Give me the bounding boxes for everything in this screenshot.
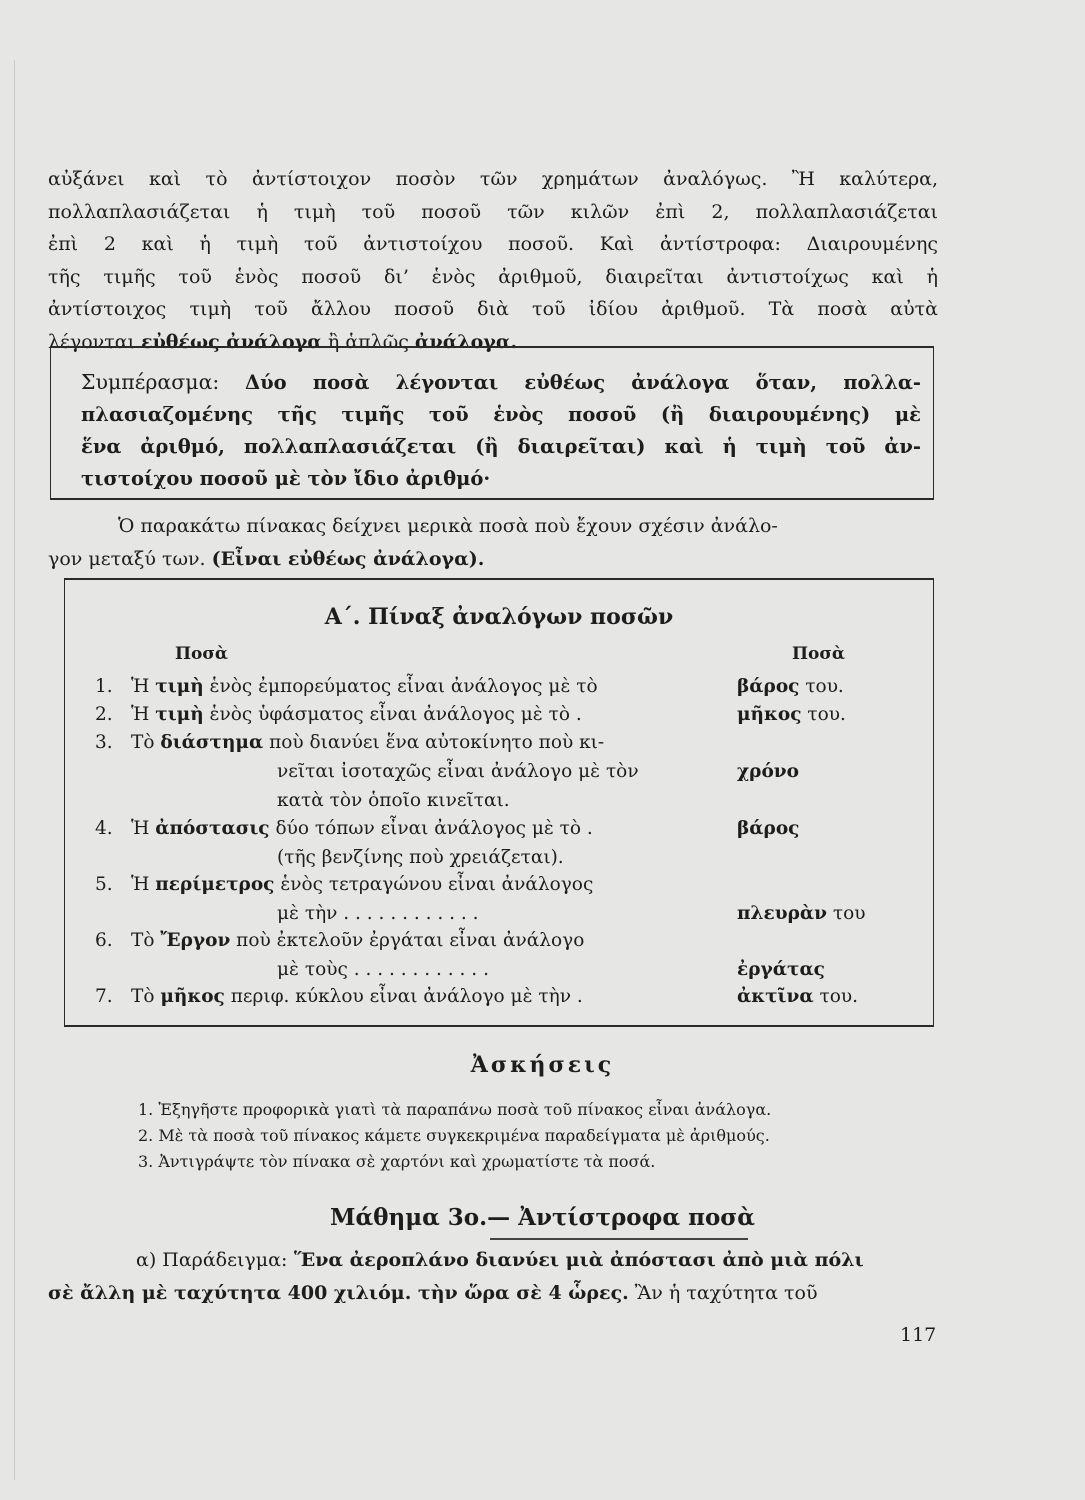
table-intro-line — [48, 543, 940, 576]
exercises-heading: Ἀσκήσεις — [470, 1052, 615, 1078]
row-text: περιφ. κύκλου εἶναι ἀνάλογο μὲ τὴν . — [224, 986, 583, 1007]
conclusion-line: τιστοίχου ποσοῦ μὲ τὸν ἴδιο ἀριθμό· — [81, 467, 491, 490]
intro-line: τῆς τιμῆς τοῦ ἑνὸς ποσοῦ δι’ ἑνὸς ἀριθμοῦ, διαιρεῖται ἀντιστοίχως καὶ ἡ — [48, 265, 938, 288]
row-text: ἑνὸς ὑφάσματος εἶναι ἀνάλογος μὲ τὸ . — [203, 704, 582, 725]
row-bold: τιμὴ — [155, 704, 204, 725]
row-text: ἑνὸς ἐμπορεύματος εἶναι ἀνάλογος μὲ τὸ — [203, 676, 598, 697]
conclusion-line: πλασιαζομένης τῆς τιμῆς τοῦ ἑνὸς ποσοῦ (ἢ διαιρουμένης) μὲ — [81, 403, 921, 426]
table-intro-line: Ὁ παρακάτω πίνακας δείχνει μερικὰ ποσὰ ποὺ ἔχουν σχέσιν ἀνάλο- — [118, 515, 778, 537]
row-bold: διάστημα — [160, 732, 264, 753]
row-continuation: μὲ τὴν . . . . . . . . . . . . — [277, 903, 479, 924]
row-bold: περίμετρος — [155, 874, 275, 895]
lesson-title-main: Ἀντίστροφα ποσὰ — [518, 1204, 755, 1231]
row-right-text: του. — [801, 704, 846, 725]
lesson-number: Μάθημα 3ο.— — [330, 1204, 519, 1231]
conclusion-label: Συμπέρασμα: — [81, 370, 220, 394]
table-intro — [48, 510, 940, 575]
conclusion-text: Δύο ποσὰ λέγονται εὐθέως ἀνάλογα ὅταν, πολλα- — [244, 371, 921, 394]
row-number: 7. — [95, 986, 113, 1007]
exercise-item: 3. Ἀντιγράψτε τὸν πίνακα σὲ χαρτόνι καὶ χρωματίστε τὰ ποσά. — [138, 1152, 656, 1171]
row-text: Ἡ — [131, 818, 156, 839]
row-text: Τὸ — [131, 930, 161, 951]
row-text: Ἡ — [131, 676, 156, 697]
page-number: 117 — [900, 1324, 937, 1346]
exercise-item: 2. Μὲ τὰ ποσὰ τοῦ πίνακος κάμετε συγκεκριμένα παραδείγματα μὲ ἀριθμούς. — [138, 1126, 770, 1145]
row-text: ἑνὸς τετραγώνου εἶναι ἀνάλογος — [274, 874, 594, 895]
row-right-bold: πλευρὰν — [737, 903, 827, 924]
row-right-bold: ἀκτῖνα — [737, 986, 814, 1007]
row-text: Τὸ — [131, 732, 161, 753]
table-title: Α΄. Πίναξ ἀναλόγων ποσῶν — [324, 604, 674, 630]
title-underline — [490, 1238, 748, 1240]
table-col-right-header: Ποσὰ — [792, 644, 846, 664]
row-text: Ἡ — [131, 704, 156, 725]
row-right-bold: βάρος — [737, 818, 800, 839]
intro-text: ἢ ἁπλῶς — [321, 330, 415, 353]
example-label: α) Παράδειγμα: — [136, 1249, 288, 1271]
table-row — [65, 874, 925, 934]
row-number: 2. — [95, 704, 113, 725]
table-col-left-header: Ποσὰ — [175, 644, 229, 664]
row-bold: μῆκος — [160, 986, 225, 1007]
row-number: 5. — [95, 874, 113, 895]
row-text: Τὸ — [131, 986, 161, 1007]
page-fold-line — [14, 60, 15, 1480]
row-number: 6. — [95, 930, 113, 951]
exercise-item: 1. Ἐξηγῆστε προφορικὰ γιατὶ τὰ παραπάνω ποσὰ τοῦ πίνακος εἶναι ἀνάλογα. — [138, 1100, 772, 1119]
table-row — [65, 818, 925, 878]
intro-line: αὐξάνει καὶ τὸ ἀντίστοιχον ποσὸν τῶν χρημάτων ἀναλόγως. Ἢ καλύτερα, — [48, 168, 938, 190]
example-text: Ἂν ἡ ταχύτητα τοῦ — [628, 1281, 818, 1304]
example-bold: σὲ ἄλλη μὲ ταχύτητα 400 χιλιόμ. τὴν ὥρα σὲ 4 ὧρες. — [48, 1281, 629, 1304]
row-text: ποὺ ἐκτελοῦν ἐργάται εἶναι ἀνάλογο — [230, 930, 585, 951]
example-bold: Ἕνα ἀεροπλάνο διανύει μιὰ ἀπόστασι ἀπὸ μιὰ πόλι — [287, 1249, 864, 1271]
example-line — [48, 1244, 940, 1277]
proportional-table — [64, 578, 934, 1027]
row-continuation: (τῆς βενζίνης ποὺ χρειάζεται). — [277, 847, 564, 868]
row-continuation: νεῖται ἰσοταχῶς εἶναι ἀνάλογο μὲ τὸν — [277, 761, 639, 782]
table-row — [65, 732, 925, 822]
intro-line: πολλαπλασιάζεται ἡ τιμὴ τοῦ ποσοῦ τῶν κιλῶν ἐπὶ 2, πολλαπλασιάζεται — [48, 200, 938, 223]
lesson-title — [0, 1204, 1085, 1231]
row-continuation: μὲ τοὺς . . . . . . . . . . . . — [277, 959, 489, 980]
row-number: 1. — [95, 676, 113, 697]
row-right-text: του. — [799, 676, 844, 697]
table-intro-bold: (Εἶναι εὐθέως ἀνάλογα). — [211, 547, 485, 570]
intro-line: ἀντίστοιχος τιμὴ τοῦ ἄλλου ποσοῦ διὰ τοῦ ἰδίου ἀριθμοῦ. Τὰ ποσὰ αὐτὰ — [48, 298, 938, 320]
row-number: 3. — [95, 732, 113, 753]
row-right-bold: ἐργάτας — [737, 959, 825, 980]
table-row — [65, 930, 925, 990]
row-right-bold: χρόνο — [737, 761, 799, 782]
intro-bold-term: εὐθέως ἀνάλογα — [141, 330, 322, 353]
conclusion-line: ἕνα ἀριθμό, πολλαπλασιάζεται (ἢ διαιρεῖται) καὶ ἡ τιμὴ τοῦ ἀν- — [81, 435, 921, 458]
row-text: δύο τόπων εἶναι ἀνάλογος μὲ τὸ . — [269, 818, 593, 839]
row-bold: τιμὴ — [155, 676, 204, 697]
intro-text: λέγονται — [48, 330, 142, 353]
row-continuation: κατὰ τὸν ὁποῖο κινεῖται. — [277, 790, 510, 811]
row-text: Ἡ — [131, 874, 156, 895]
row-bold: ἀπόστασις — [155, 818, 270, 839]
row-right-text: του — [826, 903, 866, 924]
conclusion-box — [50, 346, 934, 500]
intro-bold-term: ἀνάλογα. — [414, 330, 518, 353]
intro-paragraph — [48, 163, 938, 358]
conclusion-line — [81, 366, 921, 399]
example-paragraph — [48, 1244, 940, 1309]
row-right-bold: βάρος — [737, 676, 800, 697]
row-right-text: του. — [813, 986, 858, 1007]
row-number: 4. — [95, 818, 113, 839]
row-text: ποὺ διανύει ἕνα αὐτοκίνητο ποὺ κι- — [263, 732, 605, 753]
row-right-bold: μῆκος — [737, 704, 802, 725]
row-bold: Ἔργον — [160, 930, 231, 951]
table-intro-text: γον μεταξύ των. — [48, 547, 212, 570]
example-line — [48, 1277, 940, 1310]
intro-line: ἐπὶ 2 καὶ ἡ τιμὴ τοῦ ἀντιστοίχου ποσοῦ. Καὶ ἀντίστροφα: Διαιρουμένης — [48, 233, 938, 255]
